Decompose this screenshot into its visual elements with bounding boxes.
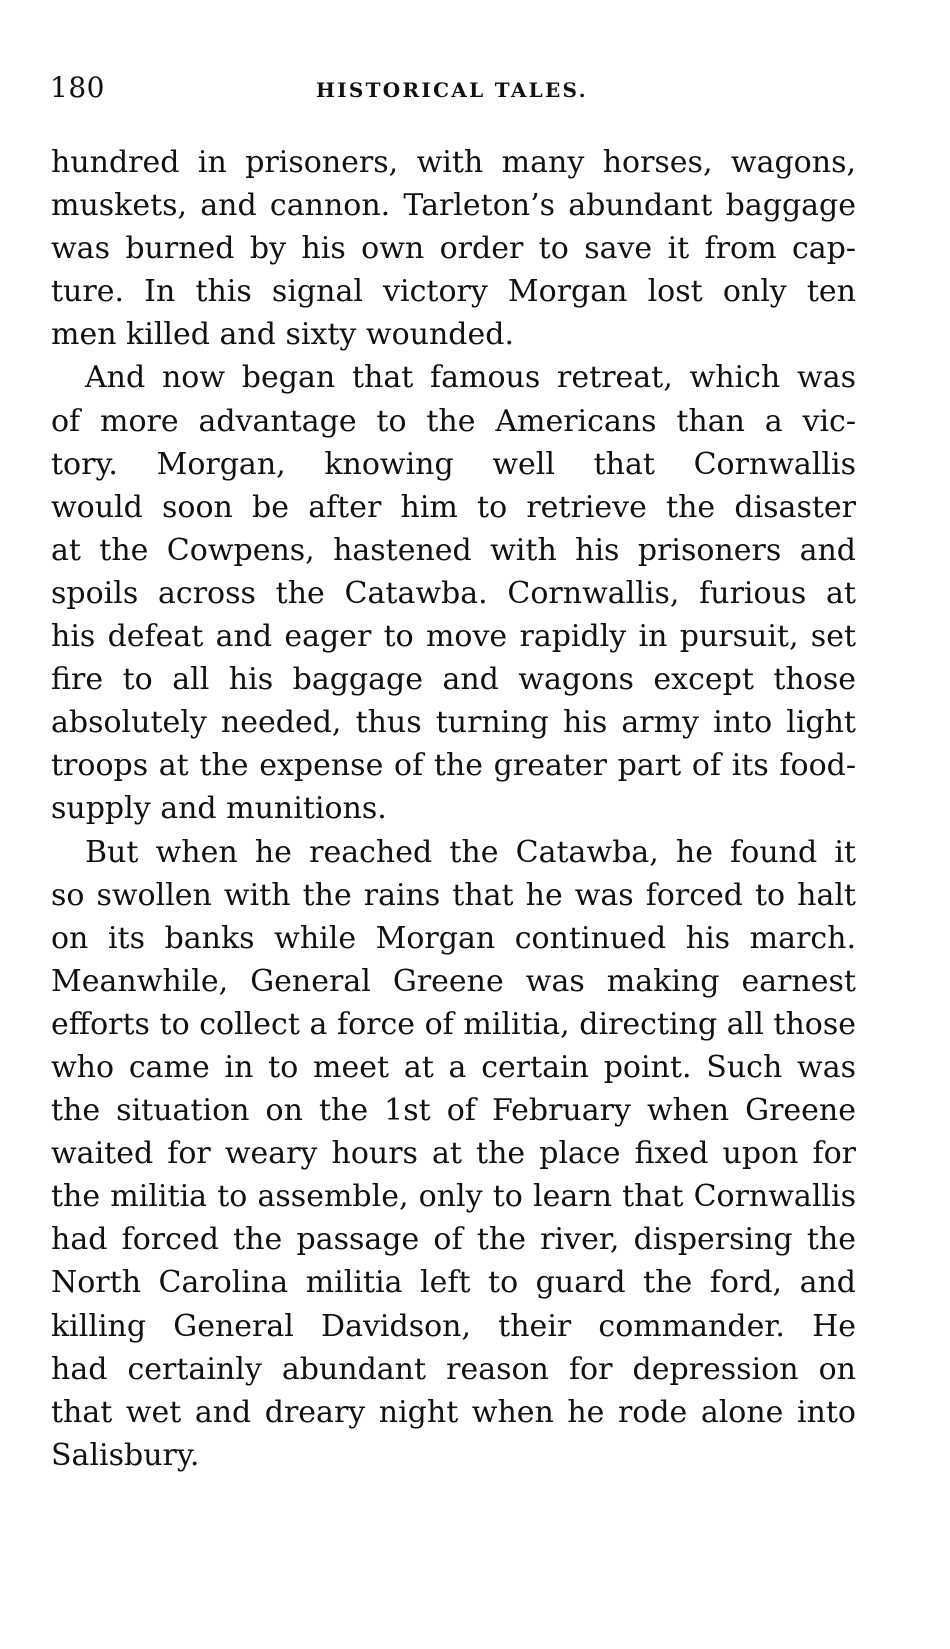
- text-line: Salisbury.: [51, 1437, 200, 1473]
- text-line: Meanwhile, General Greene was making earnest: [51, 963, 856, 999]
- text-line: killing General Davidson, their commander. He: [51, 1308, 856, 1344]
- text-line: the situation on the 1st of February when Greene: [51, 1093, 856, 1129]
- text-line: supply and munitions.: [51, 791, 387, 827]
- text-line: muskets, and cannon. Tarleton’s abundant baggage: [51, 188, 856, 224]
- text-line: who came in to meet at a certain point. Such was: [51, 1049, 856, 1085]
- text-line: would soon be after him to retrieve the disaster: [51, 489, 856, 525]
- text-line: tory. Morgan, knowing well that Cornwallis: [51, 446, 856, 482]
- text-line: of more advantage to the Americans than a vic-: [51, 403, 856, 439]
- text-line: was burned by his own order to save it from cap-: [51, 231, 856, 267]
- text-line: at the Cowpens, hastened with his prisoners and: [51, 532, 856, 568]
- text-line: waited for weary hours at the place fixed upon for: [51, 1136, 856, 1172]
- text-line: his defeat and eager to move rapidly in pursuit, set: [51, 619, 856, 655]
- text-line: troops at the expense of the greater part of its food-: [51, 748, 856, 784]
- text-line: men killed and sixty wounded.: [51, 317, 514, 353]
- text-line: fire to all his baggage and wagons except those: [51, 662, 856, 698]
- text-line: But when he reached the Catawba, he found it: [85, 834, 856, 870]
- text-line: efforts to collect a force of militia, directing all those: [51, 1006, 856, 1042]
- text-line: that wet and dreary night when he rode alone into: [51, 1394, 856, 1430]
- text-line: had forced the passage of the river, dispersing the: [51, 1222, 856, 1258]
- text-line: so swollen with the rains that he was forced to halt: [51, 877, 856, 913]
- page-number: 180: [50, 71, 105, 104]
- text-line: spoils across the Catawba. Cornwallis, furious at: [51, 575, 856, 611]
- text-line: the militia to assemble, only to learn that Cornwallis: [51, 1179, 856, 1215]
- text-line: hundred in prisoners, with many horses, wagons,: [51, 145, 856, 180]
- body-text: [51, 141, 856, 1477]
- text-line: on its banks while Morgan continued his march.: [51, 920, 856, 956]
- text-line: had certainly abundant reason for depression on: [51, 1351, 856, 1387]
- text-line: And now began that famous retreat, which was: [85, 360, 856, 396]
- text-line: ture. In this signal victory Morgan lost only ten: [51, 274, 856, 310]
- text-line: North Carolina militia left to guard the ford, and: [51, 1265, 856, 1301]
- running-title: HISTORICAL TALES.: [316, 78, 588, 102]
- text-line: absolutely needed, thus turning his army into light: [51, 705, 856, 741]
